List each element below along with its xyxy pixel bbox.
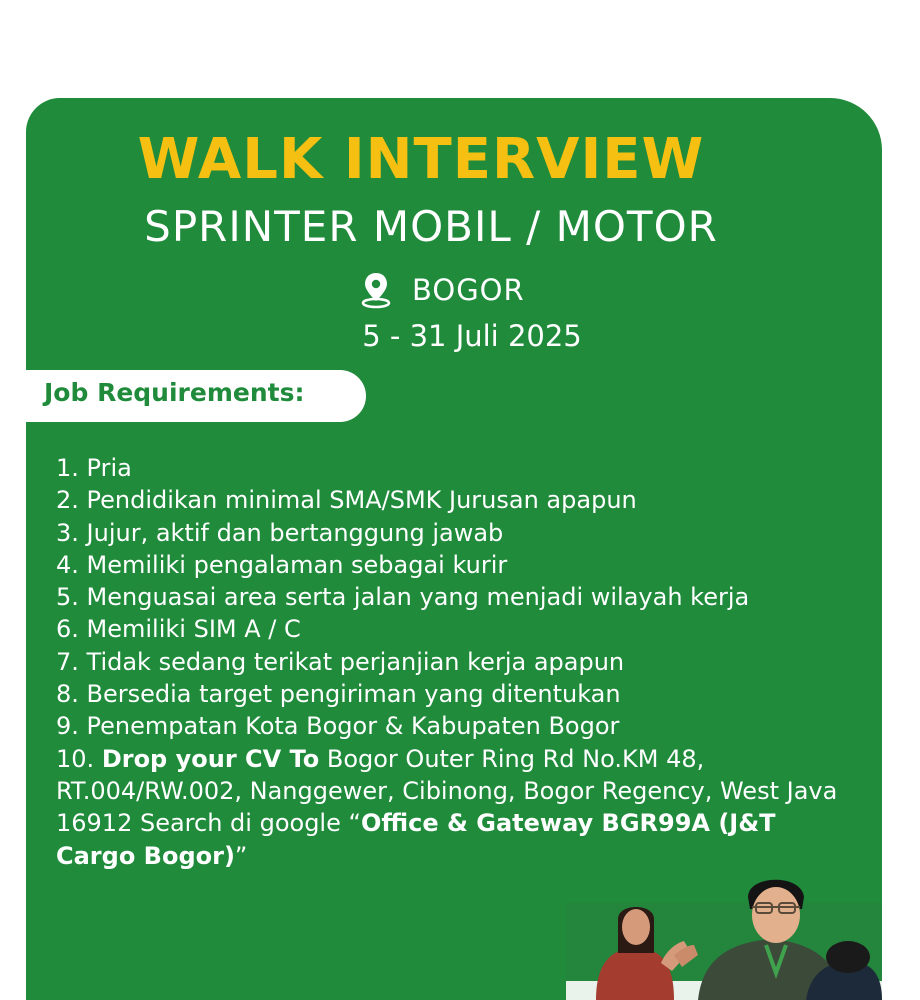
requirement-item: 5. Menguasai area serta jalan yang menjadi wilayah kerja [56, 583, 750, 612]
requirement-item: 2. Pendidikan minimal SMA/SMK Jurusan apapun [56, 486, 637, 515]
requirement-item: 4. Memiliki pengalaman sebagai kurir [56, 550, 508, 579]
position-title: SPRINTER MOBIL / MOTOR [144, 202, 718, 251]
location [356, 270, 525, 310]
map-pin-icon [356, 270, 396, 310]
job-flyer-card [26, 98, 882, 1000]
requirement-item: 7. Tidak sedang terikat perjanjian kerja apapun [56, 647, 625, 676]
requirement-item: 1. Pria [56, 454, 132, 482]
requirements-list [56, 452, 856, 872]
office-address: Bogor Outer Ring Rd No.KM 48, RT.004/RW.002, Nanggewer, Cibinong, Bogor Regency, West Java 16912 Search di google [56, 744, 838, 838]
team-photo [566, 863, 882, 1000]
requirement-item: 6. Memiliki SIM A / C [56, 615, 301, 644]
requirement-item-cv-drop [56, 743, 856, 872]
cv-drop-lead: Drop your CV To [101, 744, 320, 773]
quote-close: ” [234, 841, 248, 870]
requirement-item: 3. Jujur, aktif dan bertanggung jawab [56, 518, 504, 547]
quote-open: “ [348, 809, 361, 838]
location-label: BOGOR [412, 273, 525, 307]
section-title: Job Requirements: [44, 378, 305, 407]
requirement-item: 8. Bersedia target pengiriman yang ditentukan [56, 680, 621, 709]
item-number: 10. [56, 744, 95, 773]
headline: WALK INTERVIEW [137, 127, 705, 192]
requirement-item: 9. Penempatan Kota Bogor & Kabupaten Bogor [56, 712, 620, 741]
section-tag [26, 370, 366, 422]
interview-dates: 5 - 31 Juli 2025 [362, 319, 582, 353]
search-term: Office & Gateway BGR99A (J&T Cargo Bogor) [56, 809, 776, 870]
